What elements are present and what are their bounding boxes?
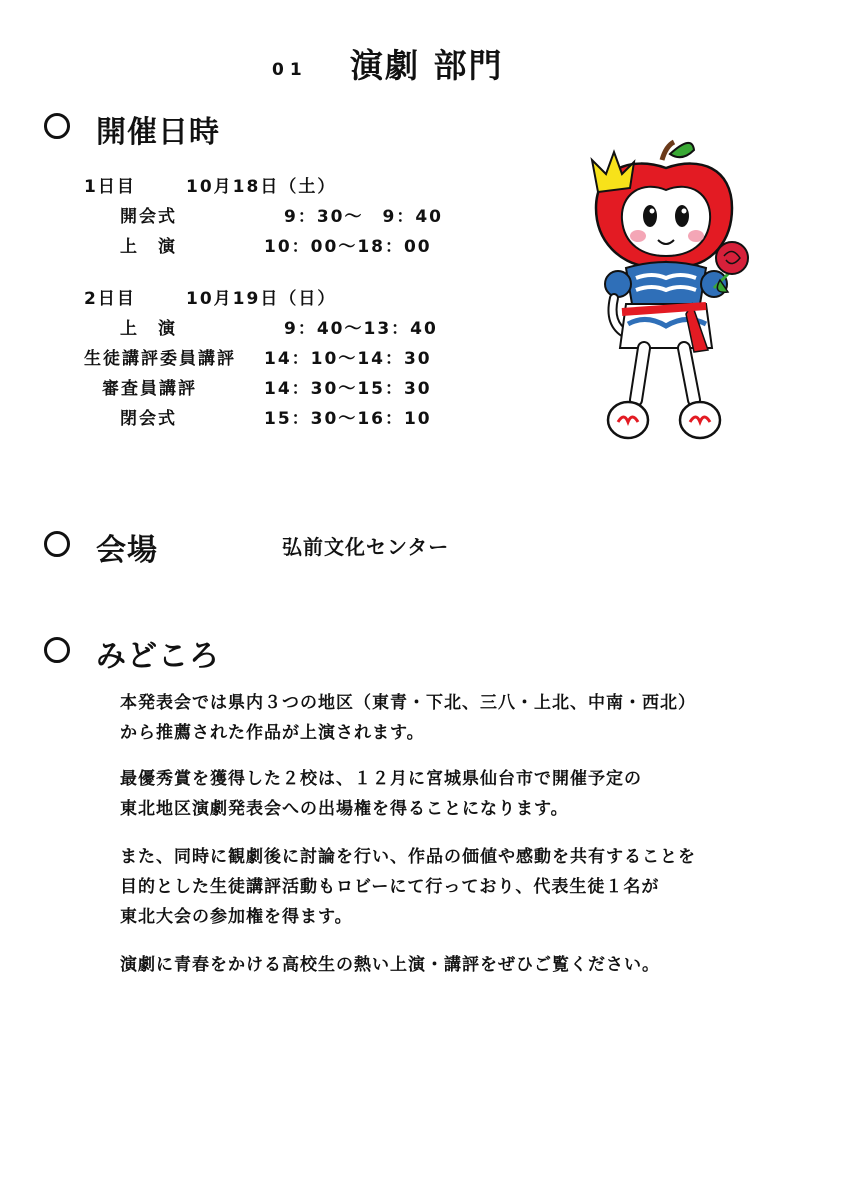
paragraph-line: 目的とした生徒講評活動もロビーにて行っており、代表生徒１名が [120,877,660,897]
day1-item-name: 上 演 [120,237,177,257]
schedule-heading: 開催日時 [96,115,220,150]
day1-item-time: 9：30～ 9：40 [284,207,443,227]
day2-item-time: 9：40～13：40 [284,319,438,339]
paragraph-line: 東北地区演劇発表会への出場権を得ることになります。 [120,799,569,819]
paragraph-line: から推薦された作品が上演されます。 [120,723,425,743]
day2-item-time: 15：30～16：10 [264,409,432,429]
paragraph-line: 最優秀賞を獲得した２校は、１２月に宮城県仙台市で開催予定の [120,769,642,789]
day1-item-name: 開会式 [120,207,177,227]
paragraph-line: また、同時に観劇後に討論を行い、作品の価値や感動を共有することを [120,847,696,867]
highlights-paragraph [120,764,820,824]
venue-name: 弘前文化センター [282,535,450,559]
highlights-paragraph [120,688,820,748]
paragraph-line: 演劇に青春をかける高校生の熱い上演・講評をぜひご覧ください。 [120,955,660,975]
apple-mascot-icon [582,138,752,442]
section-number: 01 [272,60,308,80]
page-title: 演劇 部門 [350,46,504,85]
highlights-paragraph [120,950,820,980]
venue-heading: 会場 [96,533,158,568]
circle-bullet-icon [44,531,70,557]
day2-date: 10月19日（日） [186,289,337,309]
paragraph-line: 本発表会では県内３つの地区（東青・下北、三八・上北、中南・西北） [120,693,696,713]
circle-bullet-icon [44,113,70,139]
day2-label: 2日目 [84,289,136,309]
day1-item-time: 10：00～18：00 [264,237,432,257]
day2-item-name: 閉会式 [120,409,177,429]
highlights-heading: みどころ [96,639,220,674]
paragraph-line: 東北大会の参加権を得ます。 [120,907,353,927]
day1-date: 10月18日（土） [186,177,337,197]
highlights-paragraph [120,842,820,932]
day2-item-time: 14：10～14：30 [264,349,432,369]
day2-item-time: 14：30～15：30 [264,379,432,399]
day1-label: 1日目 [84,177,136,197]
circle-bullet-icon [44,637,70,663]
day2-item-name: 生徒講評委員講評 [84,349,236,369]
day2-item-name: 上 演 [120,319,177,339]
day2-item-name: 審査員講評 [102,379,197,399]
